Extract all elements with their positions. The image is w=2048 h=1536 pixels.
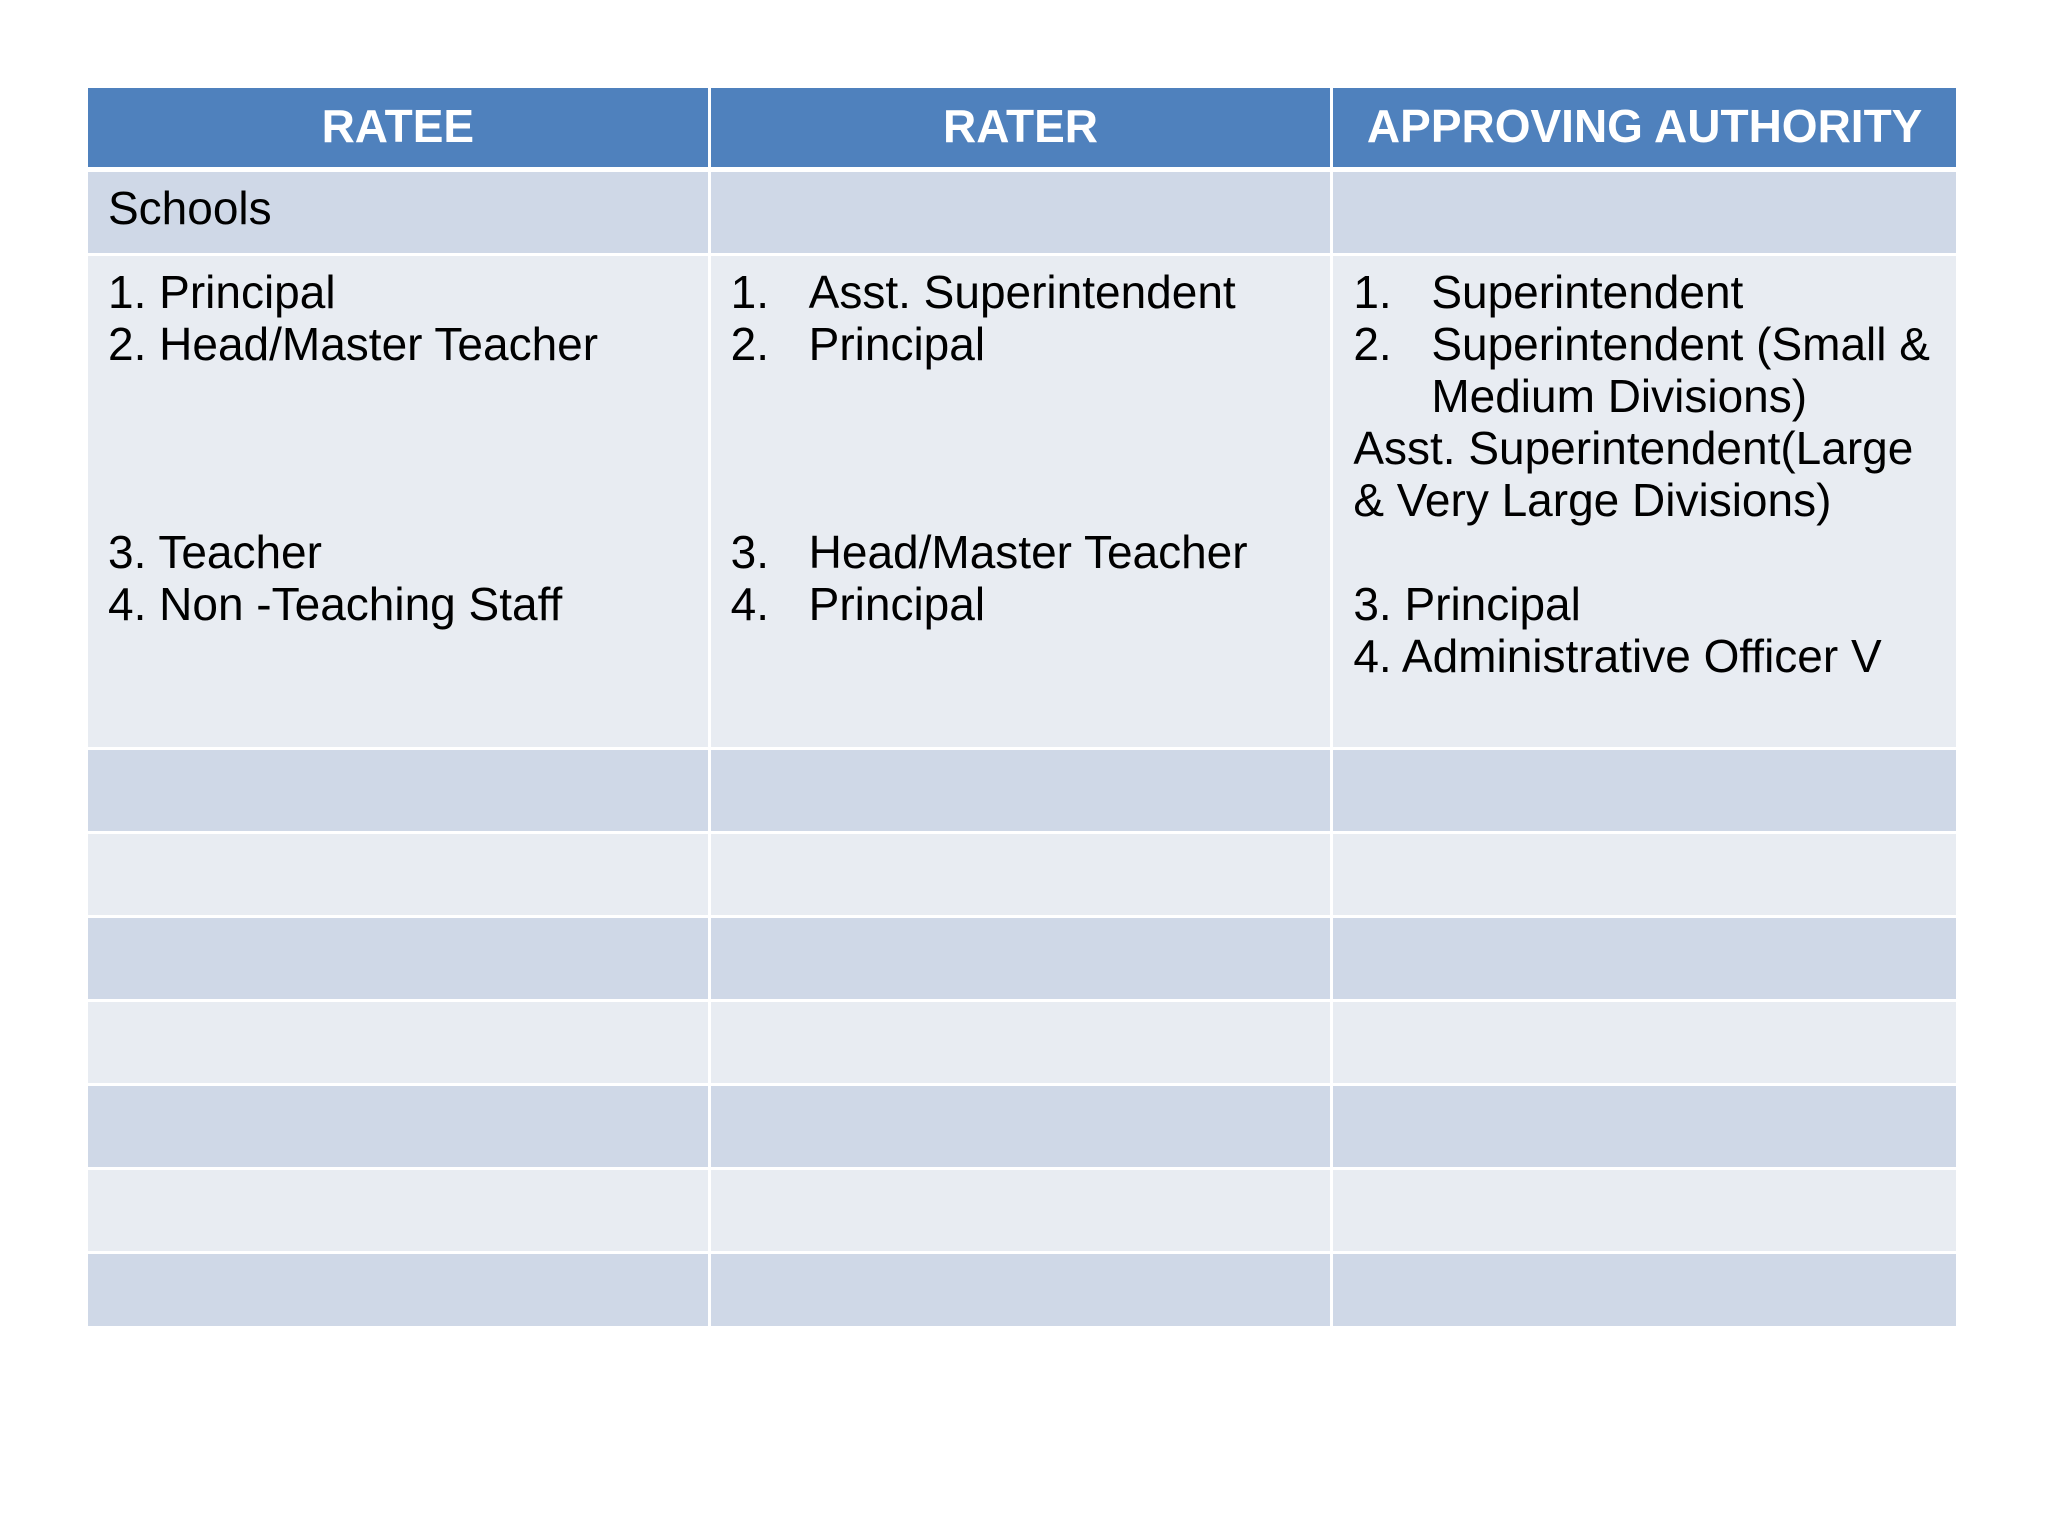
table-cell [1333,918,1956,1002]
table-row [88,750,1956,834]
table-cell [711,1170,1334,1254]
table-cell [88,834,711,918]
approving-note: Asst. Superintendent(Large & Very Large Divisions) [1353,422,1914,526]
table-cell [88,1254,711,1326]
approving-list [1353,266,1936,422]
table-cell [1333,172,1956,256]
table-cell [88,1170,711,1254]
table-row-assignments [88,256,1956,750]
table-row [88,1086,1956,1170]
approving-cell [1333,256,1956,750]
rater-cell [711,256,1334,750]
rating-table [88,88,1956,1326]
ratee-cell [88,256,711,750]
table-cell [1333,1254,1956,1326]
rater-list [731,526,1311,630]
table-row [88,1002,1956,1086]
ratee-line: 1. Principal [108,266,336,318]
table-cell [1333,834,1956,918]
list-item: 2. Principal [730,318,986,370]
table-header-row [88,88,1956,172]
table-cell [88,1086,711,1170]
table-cell [711,172,1334,256]
header-rater: RATER [711,88,1334,172]
table-cell [711,918,1334,1002]
table-cell [88,918,711,1002]
table-row-schools [88,172,1956,256]
section-label: Schools [88,172,711,256]
table-row [88,1254,1956,1326]
list-item: 2. Superintendent (Small & Medium Divisions) [1353,318,1930,422]
table-cell [1333,1002,1956,1086]
table-cell [1333,1170,1956,1254]
table-cell [711,750,1334,834]
header-approving-authority: APPROVING AUTHORITY [1333,88,1956,172]
table-cell [711,834,1334,918]
ratee-line: 2. Head/Master Teacher [108,318,599,370]
ratee-line: 4. Non -Teaching Staff [108,578,563,630]
approving-line: 4. Administrative Officer V [1353,630,1882,682]
list-item: 1. Superintendent [1353,266,1744,318]
list-item: 1. Asst. Superintendent [730,266,1236,318]
table-row [88,918,1956,1002]
table-cell [1333,1086,1956,1170]
table-cell [711,1002,1334,1086]
table-cell [711,1086,1334,1170]
table-cell [88,750,711,834]
table-row [88,1170,1956,1254]
table-cell [711,1254,1334,1326]
ratee-line: 3. Teacher [108,526,322,578]
approving-line: 3. Principal [1353,578,1581,630]
table-row [88,834,1956,918]
table-cell [88,1002,711,1086]
list-item: 3. Head/Master Teacher [730,526,1248,578]
header-ratee: RATEE [88,88,711,172]
list-item: 4. Principal [730,578,986,630]
table-cell [1333,750,1956,834]
rater-list [731,266,1311,370]
